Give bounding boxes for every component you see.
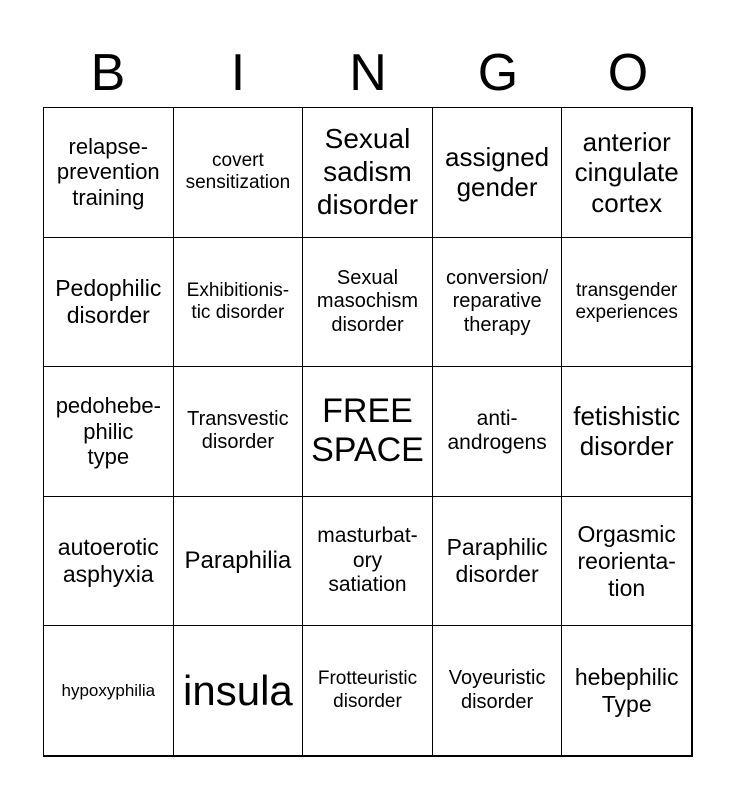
- bingo-cell: Transvestic disorder: [173, 366, 304, 497]
- bingo-cell: hypoxyphilia: [43, 625, 174, 756]
- bingo-cell: fetishistic disorder: [561, 366, 692, 497]
- bingo-cell: Pedophilic disorder: [43, 237, 174, 368]
- bingo-cell: transgender experiences: [561, 237, 692, 368]
- bingo-cell: Exhibitionis- tic disorder: [173, 237, 304, 368]
- bingo-cell: insula: [173, 625, 304, 756]
- bingo-cell: Paraphilia: [173, 496, 304, 627]
- free-space-cell: FREE SPACE: [302, 366, 433, 497]
- bingo-cell: Sexual sadism disorder: [302, 107, 433, 238]
- bingo-cell: Frotteuristic disorder: [302, 625, 433, 756]
- bingo-cell: anti- androgens: [432, 366, 563, 497]
- bingo-cell: autoerotic asphyxia: [43, 496, 174, 627]
- bingo-cell: assigned gender: [432, 107, 563, 238]
- header-letter-n: N: [349, 44, 387, 102]
- bingo-cell: masturbat- ory satiation: [302, 496, 433, 627]
- bingo-cell: Orgasmic reorienta- tion: [561, 496, 692, 627]
- bingo-cell: Paraphilic disorder: [432, 496, 563, 627]
- bingo-cell: Sexual masochism disorder: [302, 237, 433, 368]
- bingo-cell: hebephilic Type: [561, 625, 692, 756]
- header-letter-i: I: [230, 44, 246, 102]
- bingo-cell: pedohebe- philic type: [43, 366, 174, 497]
- header-letter-o: O: [607, 44, 649, 102]
- bingo-grid: [43, 107, 693, 757]
- bingo-cell: anterior cingulate cortex: [561, 107, 692, 238]
- bingo-cell: covert sensitization: [173, 107, 304, 238]
- header-letter-g: G: [477, 44, 519, 102]
- bingo-cell: relapse- prevention training: [43, 107, 174, 238]
- bingo-cell: Voyeuristic disorder: [432, 625, 563, 756]
- header-letter-b: B: [90, 44, 126, 102]
- bingo-cell: conversion/ reparative therapy: [432, 237, 563, 368]
- bingo-header: [43, 40, 693, 106]
